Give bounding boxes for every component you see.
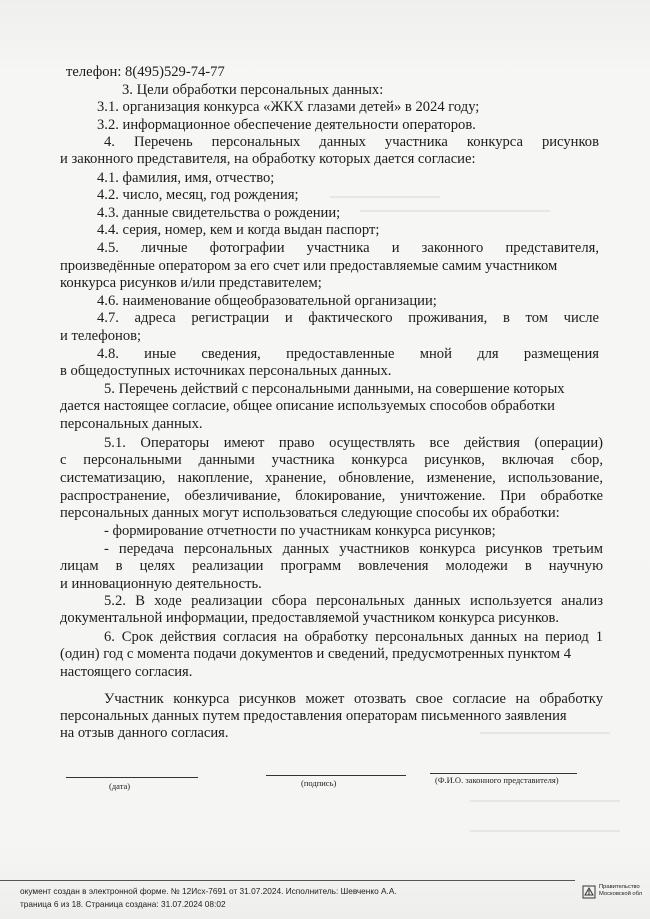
date-signature-line (66, 777, 198, 778)
section-5-heading-cont: персональных данных. (60, 416, 203, 432)
clause-5-1-cont: систематизацию, накопление, хранение, обновление, изменение, использование, (60, 470, 603, 486)
section-6: 6. Срок действия согласия на обработку персональных данных на период 1 (104, 629, 603, 645)
clause-4-7-cont: и телефонов; (60, 328, 142, 344)
clause-4-7: 4.7. адреса регистрации и фактического проживания, в том числе (97, 310, 599, 326)
footer-divider (0, 880, 575, 881)
section-4-heading-cont: и законного представителя, на обработку которых дается согласие: (60, 151, 476, 167)
name-signature-line (430, 773, 577, 774)
clause-4-2: 4.2. число, месяц, год рождения; (97, 187, 299, 203)
processing-method-2-cont: лицам в целях реализации программ вовлечения молодежи в научную (60, 558, 603, 574)
clause-4-3: 4.3. данные свидетельства о рождении; (97, 205, 341, 221)
section-4-heading: 4. Перечень персональных данных участника конкурса рисунков (104, 134, 599, 150)
bleed-through-mark (360, 210, 550, 212)
government-logo-text (599, 884, 642, 898)
clause-5-1-cont: с персональными данными участника конкурса рисунков, включая сбор, (60, 452, 603, 468)
withdrawal-clause-cont: персональных данных путем предоставления операторам письменного заявления (60, 708, 567, 724)
clause-3-2: 3.2. информационное обеспечение деятельности операторов. (97, 117, 476, 133)
section-6-cont: (один) год с момента подачи документов и сведений, предусмотренных пунктом 4 (60, 646, 571, 662)
bleed-through-mark (330, 196, 440, 198)
clause-5-2: 5.2. В ходе реализации сбора персональных данных используется анализ (104, 593, 603, 609)
clause-3-1: 3.1. организация конкурса «ЖКХ глазами детей» в 2024 году; (97, 99, 480, 115)
processing-method-2: - передача персональных данных участников конкурса рисунков третьим (104, 541, 603, 557)
clause-4-5-cont: конкурса рисунков и/или представителем; (60, 275, 322, 291)
clause-4-4: 4.4. серия, номер, кем и когда выдан паспорт; (97, 222, 380, 238)
bleed-through-mark (470, 800, 620, 802)
processing-method-2-cont: и инновационную деятельность. (60, 576, 262, 592)
signature-line (266, 775, 406, 776)
section-5-heading: 5. Перечень действий с персональными данными, на совершение которых (104, 381, 565, 397)
section-6-cont: настоящего согласия. (60, 664, 193, 680)
clause-4-6: 4.6. наименование общеобразовательной организации; (97, 293, 437, 309)
clause-4-5-cont: произведённые оператором за его счет или предоставляемые самим участником (60, 258, 558, 274)
section-5-heading-cont: дается настоящее согласие, общее описание используемых способов обработки (60, 398, 555, 414)
withdrawal-clause: Участник конкурса рисунков может отозвать свое согласие на обработку (104, 691, 603, 707)
bleed-through-mark (480, 732, 610, 734)
name-caption: (Ф.И.О. законного представителя) (435, 775, 559, 785)
withdrawal-clause-cont: на отзыв данного согласия. (60, 725, 229, 741)
processing-method-1: - формирование отчетности по участникам конкурса рисунков; (104, 523, 496, 539)
date-caption: (дата) (109, 781, 131, 791)
logo-line-1: Правительство (599, 884, 640, 890)
clause-4-1: 4.1. фамилия, имя, отчество; (97, 170, 275, 186)
clause-5-1-cont: распространение, обезличивание, блокирование, уничтожение. При обработке (60, 488, 603, 504)
clause-5-1: 5.1. Операторы имеют право осуществлять все действия (операции) (104, 435, 603, 451)
logo-line-2: Московской обл (599, 891, 643, 897)
clause-5-1-cont: персональных данных могут использоваться следующие способы их обработки: (60, 505, 560, 521)
government-emblem-icon (582, 885, 596, 899)
clause-4-5: 4.5. личные фотографии участника и законного представителя, (97, 240, 599, 256)
bleed-through-mark (470, 830, 620, 832)
footer-page-info: траница 6 из 18. Страница создана: 31.07.2024 08:02 (20, 899, 226, 909)
signature-caption: (подпись) (301, 778, 337, 788)
clause-4-8: 4.8. иные сведения, предоставленные мной для размещения (97, 346, 599, 362)
footer-document-info: окумент создан в электронной форме. № 12Исх-7691 от 31.07.2024. Исполнитель: Шевченко А.А. (20, 886, 397, 896)
section-3-heading: 3. Цели обработки персональных данных: (122, 82, 384, 98)
clause-5-2-cont: документальной информации, предоставляемой участником конкурса рисунков. (60, 610, 560, 626)
clause-4-8-cont: в общедоступных источниках персональных данных. (60, 363, 392, 379)
contact-phone-line: телефон: 8(495)529-74-77 (66, 64, 225, 80)
